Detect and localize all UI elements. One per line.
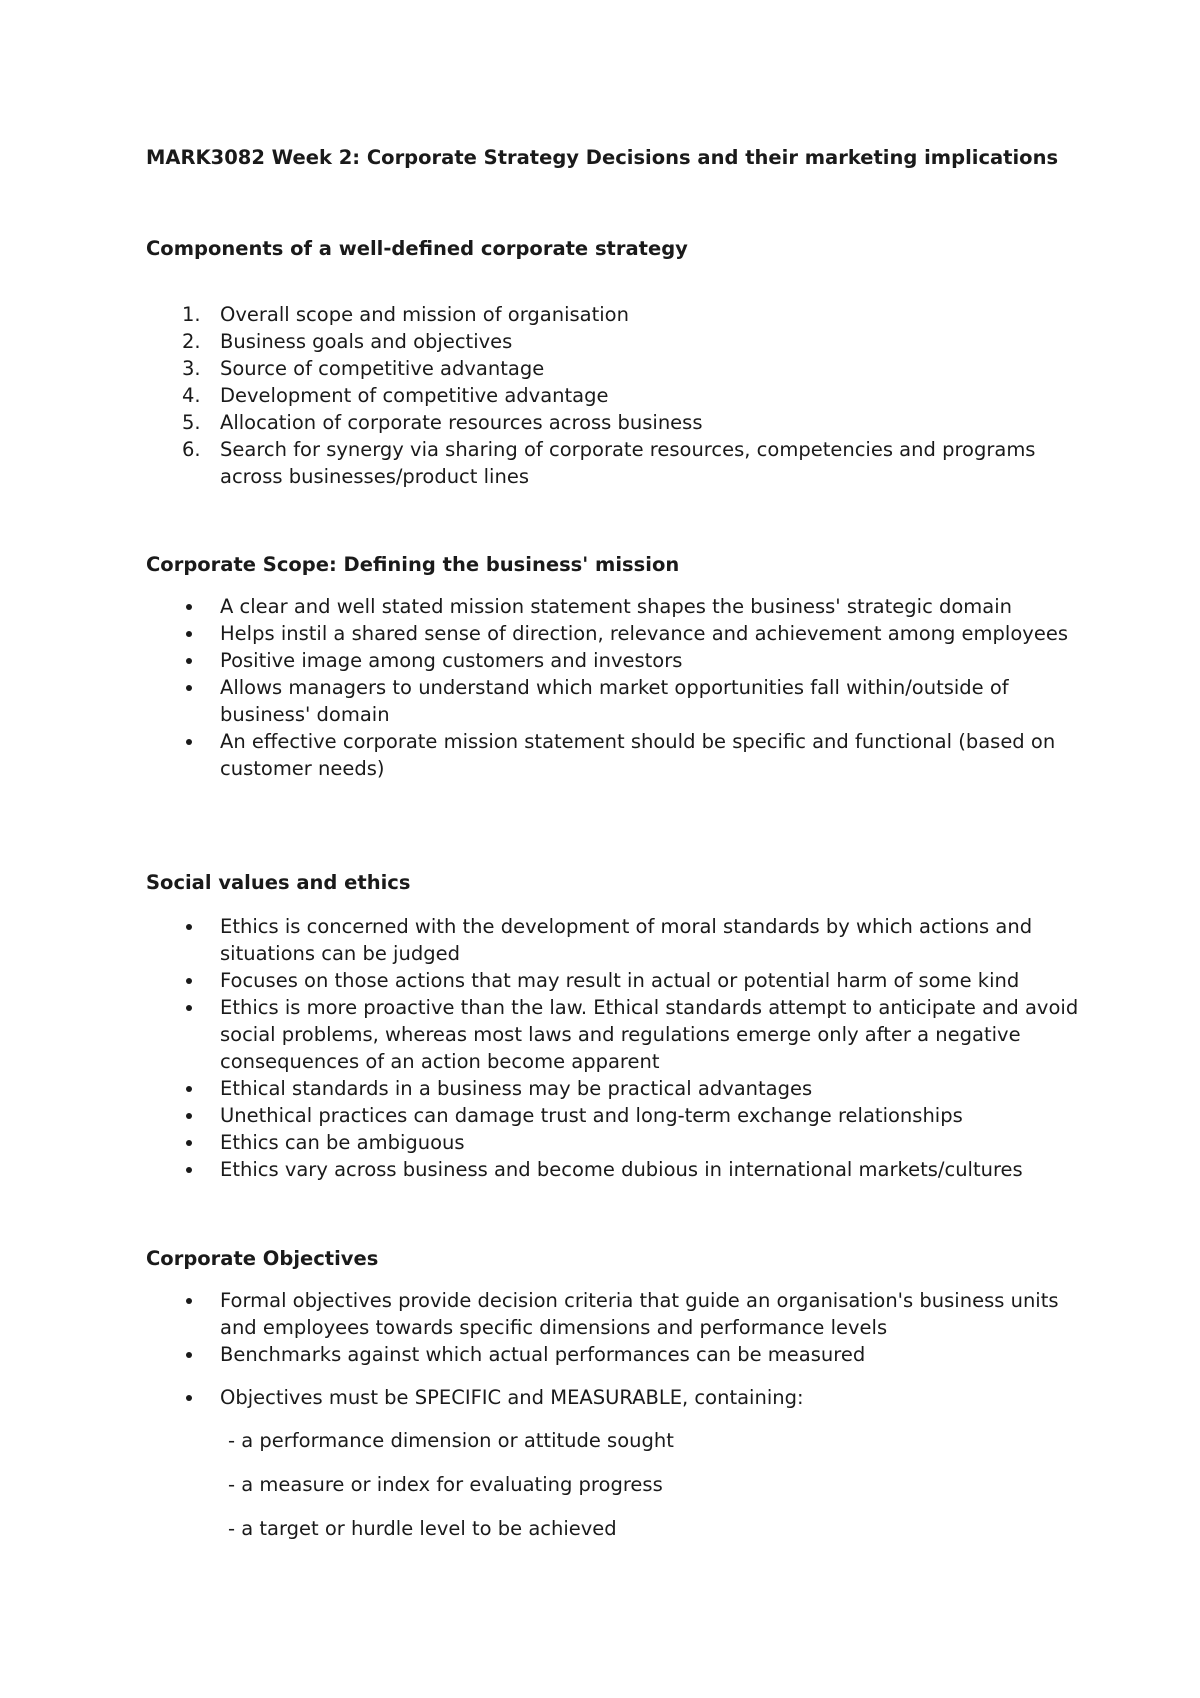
list-item-text: Development of competitive advantage <box>220 384 609 407</box>
list-item-text: Allocation of corporate resources across business <box>220 411 703 434</box>
bullet-icon <box>186 1298 192 1304</box>
section-heading-social-values: Social values and ethics <box>146 871 411 894</box>
list-item <box>146 913 1086 967</box>
sub-item: - a target or hurdle level to be achieved <box>228 1517 617 1540</box>
list-item <box>146 301 1086 328</box>
bullet-icon <box>186 1086 192 1092</box>
list-item-text: Benchmarks against which actual performances can be measured <box>220 1343 866 1366</box>
list-item <box>146 1287 1086 1341</box>
list-number: 1. <box>182 303 201 326</box>
bullet-icon <box>186 1005 192 1011</box>
list-item <box>146 436 1086 490</box>
list-number: 5. <box>182 411 201 434</box>
sub-item: - a measure or index for evaluating progress <box>228 1473 663 1496</box>
corporate-scope-list <box>146 593 1086 782</box>
list-item <box>146 1341 1086 1368</box>
social-values-list <box>146 913 1086 1183</box>
bullet-icon <box>186 631 192 637</box>
list-item-text: Ethics vary across business and become dubious in international markets/cultures <box>220 1158 1023 1181</box>
list-item-text: Ethical standards in a business may be practical advantages <box>220 1077 813 1100</box>
list-item <box>146 620 1086 647</box>
document-title: MARK3082 Week 2: Corporate Strategy Decisions and their marketing implications <box>146 146 1059 169</box>
list-item <box>146 994 1086 1075</box>
list-item <box>146 967 1086 994</box>
section-heading-corporate-scope: Corporate Scope: Defining the business' mission <box>146 553 680 576</box>
list-item-text: Ethics is more proactive than the law. Ethical standards attempt to anticipate and avoid social problems, whereas most laws and regulations emerge only after a negative consequences of an action become apparent <box>220 996 1079 1073</box>
list-number: 6. <box>182 438 201 461</box>
components-list <box>146 301 1086 490</box>
bullet-icon <box>186 604 192 610</box>
corporate-objectives-list <box>146 1287 1086 1368</box>
bullet-icon <box>186 1113 192 1119</box>
bullet-icon <box>186 1140 192 1146</box>
list-item-text: Objectives must be SPECIFIC and MEASURABLE, containing: <box>220 1386 804 1409</box>
bullet-icon <box>186 978 192 984</box>
bullet-icon <box>186 739 192 745</box>
list-item-text: Ethics can be ambiguous <box>220 1131 465 1154</box>
list-item-text: Source of competitive advantage <box>220 357 545 380</box>
list-item-text: Allows managers to understand which market opportunities fall within/outside of business' domain <box>220 676 1009 726</box>
list-item-text: Search for synergy via sharing of corporate resources, competencies and programs across businesses/product lines <box>220 438 1036 488</box>
list-item-text: Formal objectives provide decision criteria that guide an organisation's business units and employees towards specific dimensions and performance levels <box>220 1289 1059 1339</box>
list-item-text: A clear and well stated mission statement shapes the business' strategic domain <box>220 595 1013 618</box>
list-item <box>146 1129 1086 1156</box>
list-item <box>146 1075 1086 1102</box>
list-item <box>146 647 1086 674</box>
list-item-text: An effective corporate mission statement should be specific and functional (based on customer needs) <box>220 730 1056 780</box>
list-item <box>146 674 1086 728</box>
list-item-text: Focuses on those actions that may result in actual or potential harm of some kind <box>220 969 1020 992</box>
list-item <box>146 1102 1086 1129</box>
list-item <box>146 1384 1086 1411</box>
bullet-icon <box>186 1352 192 1358</box>
bullet-icon <box>186 1395 192 1401</box>
list-item <box>146 593 1086 620</box>
bullet-icon <box>186 685 192 691</box>
bullet-icon <box>186 658 192 664</box>
bullet-icon <box>186 1167 192 1173</box>
list-item-text: Ethics is concerned with the development of moral standards by which actions and situations can be judged <box>220 915 1033 965</box>
list-item-text: Positive image among customers and investors <box>220 649 683 672</box>
list-item <box>146 1156 1086 1183</box>
list-item <box>146 328 1086 355</box>
list-number: 3. <box>182 357 201 380</box>
list-number: 2. <box>182 330 201 353</box>
section-heading-components: Components of a well-defined corporate strategy <box>146 237 688 260</box>
list-item-text: Business goals and objectives <box>220 330 513 353</box>
list-item-text: Helps instil a shared sense of direction, relevance and achievement among employees <box>220 622 1068 645</box>
list-number: 4. <box>182 384 201 407</box>
list-item <box>146 382 1086 409</box>
sub-item: - a performance dimension or attitude sought <box>228 1429 674 1452</box>
section-heading-corporate-objectives: Corporate Objectives <box>146 1247 379 1270</box>
list-item-text: Overall scope and mission of organisation <box>220 303 629 326</box>
list-item <box>146 409 1086 436</box>
list-item <box>146 355 1086 382</box>
corporate-objectives-list-cont <box>146 1384 1086 1411</box>
list-item <box>146 728 1086 782</box>
list-item-text: Unethical practices can damage trust and long-term exchange relationships <box>220 1104 963 1127</box>
bullet-icon <box>186 924 192 930</box>
